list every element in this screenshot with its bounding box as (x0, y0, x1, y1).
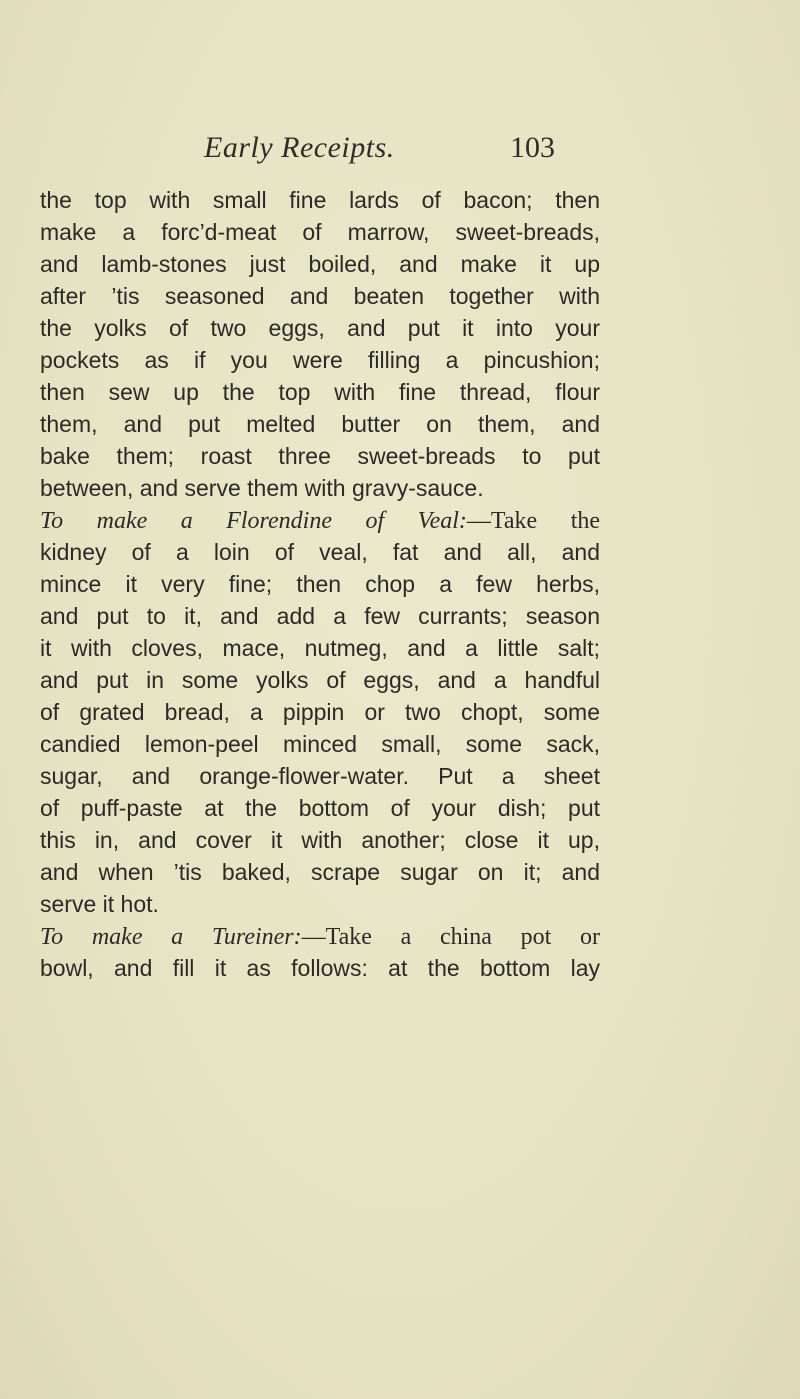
text-line: and put to it, and add a few currants; season (40, 603, 600, 629)
recipe-heading-line (40, 504, 600, 536)
text-line: and lamb-stones just boiled, and make it up (40, 251, 600, 277)
page-number: 103 (510, 131, 555, 164)
text-line: bake them; roast three sweet-breads to put (40, 443, 600, 469)
text-line: kidney of a loin of veal, fat and all, and (40, 539, 600, 565)
recipe-heading-rest: —Take a china pot or (301, 924, 601, 950)
text-line: the top with small fine lards of bacon; then (40, 187, 600, 213)
text-line: sugar, and orange-flower-water. Put a sheet (40, 763, 600, 789)
running-head (40, 128, 600, 172)
text-line: this in, and cover it with another; close it up, (40, 827, 600, 853)
recipe-heading-rest: —Take the (466, 508, 601, 534)
text-line: bowl, and fill it as follows: at the bottom lay (40, 955, 600, 981)
body-text (40, 184, 600, 984)
text-line: of puff-paste at the bottom of your dish; put (40, 795, 600, 821)
text-line: candied lemon-peel minced small, some sack, (40, 731, 600, 757)
text-line: then sew up the top with fine thread, flour (40, 379, 600, 405)
text-line: of grated bread, a pippin or two chopt, some (40, 699, 600, 725)
text-line: between, and serve them with gravy-sauce. (40, 475, 484, 501)
text-line: after ’tis seasoned and beaten together with (40, 283, 600, 309)
text-line: the yolks of two eggs, and put it into your (40, 315, 600, 341)
recipe-heading-tureiner: To make a Tureiner: (40, 924, 302, 950)
text-line: and when ’tis baked, scrape sugar on it; and (40, 859, 600, 885)
text-line: make a forc’d-meat of marrow, sweet-breads, (40, 219, 600, 245)
text-line: pockets as if you were filling a pincushion; (40, 347, 600, 373)
text-line: them, and put melted butter on them, and (40, 411, 600, 437)
text-line: it with cloves, mace, nutmeg, and a little salt; (40, 635, 600, 661)
text-line: mince it very fine; then chop a few herbs, (40, 571, 600, 597)
recipe-heading-florendine: To make a Florendine of Veal: (40, 508, 467, 534)
text-line: serve it hot. (40, 891, 159, 917)
recipe-heading-line (40, 920, 600, 952)
running-title: Early Receipts. (204, 131, 395, 164)
text-line: and put in some yolks of eggs, and a handful (40, 667, 600, 693)
